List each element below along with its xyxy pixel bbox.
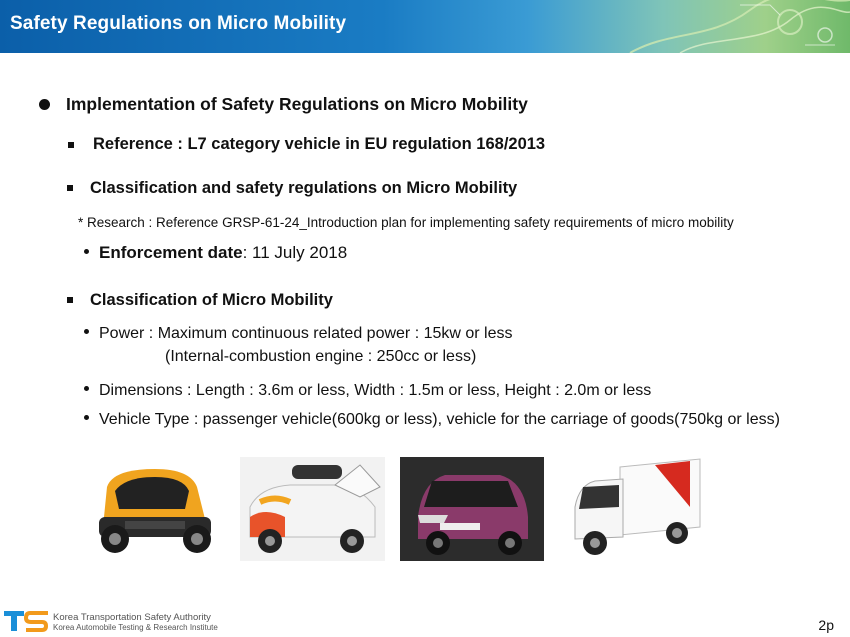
bullet-dot-icon: [39, 99, 50, 110]
vehicle-type-text: Vehicle Type : passenger vehicle(600kg or less), vehicle for the carriage of goods(750kg or less): [99, 411, 780, 428]
circuit-decoration: [590, 0, 850, 53]
reference-item: [68, 135, 545, 154]
classification-mm-item: [67, 291, 333, 310]
ts-logo-icon: [4, 610, 50, 632]
power-note: (Internal-combustion engine : 250cc or less): [165, 348, 477, 365]
classification-regs-text: Classification and safety regulations on Micro Mobility: [90, 179, 518, 197]
dimensions-item: [84, 382, 651, 400]
bullet-icon: [84, 386, 89, 391]
bullet-icon: [84, 249, 89, 254]
page-title: Safety Regulations on Micro Mobility: [10, 13, 347, 34]
enforcement-label: Enforcement date: [99, 243, 243, 262]
square-bullet-icon: [67, 297, 73, 303]
main-bullet-text: Implementation of Safety Regulations on Micro Mobility: [66, 94, 528, 114]
power-item: [84, 325, 513, 343]
header-bar: [0, 0, 850, 53]
purple-microcar-image: [400, 457, 544, 561]
enforcement-value: : 11 July 2018: [242, 243, 348, 262]
bullet-icon: [84, 415, 89, 420]
dimensions-text: Dimensions : Length : 3.6m or less, Width : 1.5m or less, Height : 2.0m or less: [99, 382, 652, 399]
org-name: Korea Transportation Safety Authority: [53, 612, 211, 623]
research-note: * Research : Reference GRSP-61-24_Introduction plan for implementing safety requirements of micro mobility: [78, 215, 734, 230]
classification-mm-text: Classification of Micro Mobility: [90, 291, 333, 309]
bullet-icon: [84, 329, 89, 334]
yellow-microcar-image: [85, 457, 225, 561]
org-subtitle: Korea Automobile Testing & Research Institute: [53, 623, 218, 632]
classification-regs-item: [67, 179, 517, 198]
enforcement-item: [84, 243, 347, 263]
power-text: Power : Maximum continuous related power : 15kw or less: [99, 325, 513, 342]
reference-text: Reference : L7 category vehicle in EU regulation 168/2013: [93, 135, 546, 153]
page-number: 2p: [818, 617, 834, 633]
square-bullet-icon: [67, 185, 73, 191]
white-microcar-gullwing-image: [240, 457, 385, 561]
main-bullet: [40, 94, 528, 115]
cargo-microvan-image: [565, 457, 705, 561]
square-bullet-icon: [68, 142, 74, 148]
vehicle-type-item: [84, 411, 780, 429]
